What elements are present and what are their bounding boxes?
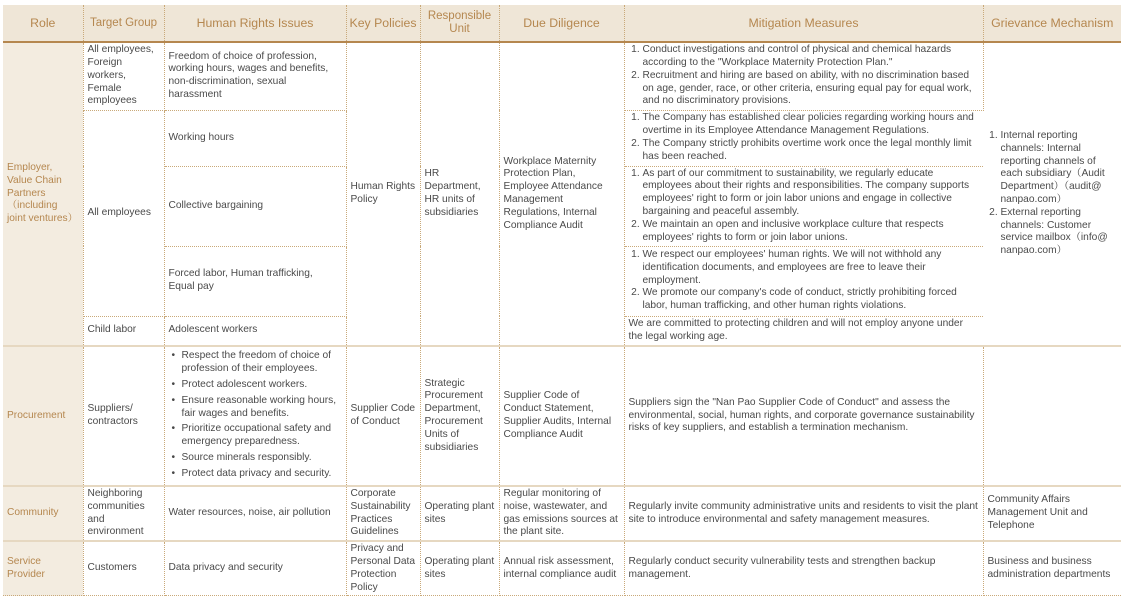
- unit-cell: Operating plant sites: [420, 541, 499, 596]
- issue-cell: [164, 346, 346, 486]
- mitigation-list: [629, 112, 980, 163]
- mitigation-item: 2. We maintain an open and inclusive workplace culture that respects employees' rights to form or join labor unions.: [643, 219, 980, 245]
- mitigation-cell: We are committed to protecting children and will not employ anyone under the legal working age.: [624, 316, 983, 346]
- target-group-cell: Customers: [83, 541, 164, 596]
- grievance-cell: [983, 346, 1121, 486]
- human-rights-table-container: [3, 5, 1121, 596]
- header-mitigation-measures: Mitigation Measures: [624, 5, 983, 42]
- target-group-cell: Child labor: [83, 316, 164, 346]
- mitigation-list: [629, 249, 980, 313]
- mitigation-item: 1. The Company has established clear policies regarding working hours and overtime in its Employee Attendance Management Regulations.: [643, 112, 980, 138]
- policy-cell: Supplier Code of Conduct: [346, 346, 420, 486]
- table-row: [3, 42, 1121, 110]
- header-grievance-mechanism: Grievance Mechanism: [983, 5, 1121, 42]
- grievance-item: 1. Internal reporting channels: Internal reporting channels of each subsidiary（Audit Department）（audit@ nanpao.com）: [1001, 130, 1118, 207]
- grievance-cell: Community Affairs Management Unit and Telephone: [983, 486, 1121, 541]
- issue-cell: Forced labor, Human trafficking, Equal pay: [164, 246, 346, 316]
- table-row: [3, 541, 1121, 596]
- target-group-cell: All employees, Foreign workers, Female employees: [83, 42, 164, 110]
- policy-cell: Human Rights Policy: [346, 42, 420, 346]
- due-diligence-cell: Supplier Code of Conduct Statement, Supplier Audits, Internal Compliance Audit: [499, 346, 624, 486]
- due-diligence-cell: Regular monitoring of noise, wastewater, and gas emissions sources at the plant site.: [499, 486, 624, 541]
- policy-cell: Privacy and Personal Data Protection Policy: [346, 541, 420, 596]
- role-community: Community: [3, 486, 83, 541]
- issue-cell: Water resources, noise, air pollution: [164, 486, 346, 541]
- mitigation-cell: [624, 246, 983, 316]
- target-group-cell: Neighboring communities and environment: [83, 486, 164, 541]
- mitigation-item: 1. We respect our employees' human rights. We will not withhold any identification documents, and employees are free to leave their employment.: [643, 249, 980, 287]
- mitigation-item: 2. Recruitment and hiring are based on ability, with no discrimination based on age, gender, race, or other criteria, ensuring equal pay for equal work, and no discriminatory provisions.: [643, 70, 979, 108]
- table-row: [3, 346, 1121, 486]
- mitigation-item: 2. The Company strictly prohibits overtime work once the legal monthly limit has been reached.: [643, 138, 980, 164]
- mitigation-cell: Regularly conduct security vulnerability tests and strengthen backup management.: [624, 541, 983, 596]
- list-item: • Source minerals responsibly.: [182, 452, 342, 465]
- issue-cell: Collective bargaining: [164, 166, 346, 246]
- policy-cell: Corporate Sustainability Practices Guidelines: [346, 486, 420, 541]
- table-row: [3, 486, 1121, 541]
- header-due-diligence: Due Diligence: [499, 5, 624, 42]
- role-employer: Employer, Value Chain Partners（including joint ventures）: [3, 42, 83, 346]
- header-key-policies: Key Policies: [346, 5, 420, 42]
- role-service-provider: Service Provider: [3, 541, 83, 596]
- mitigation-cell: Regularly invite community administrative units and residents to visit the plant site to introduce environmental and safety management measures.: [624, 486, 983, 541]
- grievance-cell: Business and business administration departments: [983, 541, 1121, 596]
- header-human-rights-issues: Human Rights Issues: [164, 5, 346, 42]
- header-responsible-unit: Responsible Unit: [420, 5, 499, 42]
- grievance-cell: [983, 42, 1121, 346]
- mitigation-cell: Suppliers sign the "Nan Pao Supplier Code of Conduct" and assess the environmental, social, human rights, and corporate governance sustainability risks of key suppliers, and establish a termination mechanism.: [624, 346, 983, 486]
- issue-cell: Adolescent workers: [164, 316, 346, 346]
- mitigation-item: 1. As part of our commitment to sustainability, we regularly educate employees about their rights and responsibilities. The company supports employees' right to form or join labor unions and engage in collective bargaining and peaceful assembly.: [643, 168, 980, 219]
- list-item: • Ensure reasonable working hours, fair wages and benefits.: [182, 395, 342, 421]
- unit-cell: HR Department, HR units of subsidiaries: [420, 42, 499, 346]
- mitigation-cell: [624, 42, 983, 110]
- mitigation-cell: [624, 110, 983, 166]
- grievance-item: 2. External reporting channels: Customer service mailbox（info@ nanpao.com）: [1001, 207, 1118, 258]
- issue-cell: Working hours: [164, 110, 346, 166]
- grievance-list: [988, 130, 1118, 258]
- header-row: [3, 5, 1121, 42]
- header-role: Role: [3, 5, 83, 42]
- due-diligence-cell: Annual risk assessment, internal compliance audit: [499, 541, 624, 596]
- unit-cell: Strategic Procurement Department, Procurement Units of subsidiaries: [420, 346, 499, 486]
- issue-cell: Data privacy and security: [164, 541, 346, 596]
- issue-cell: Freedom of choice of profession, working hours, wages and benefits, non-discrimination, sexual harassment: [164, 42, 346, 110]
- list-item: • Protect adolescent workers.: [182, 379, 342, 392]
- mitigation-item: 1. Conduct investigations and control of physical and chemical hazards according to the "Workplace Maternity Protection Plan.": [643, 44, 979, 70]
- header-target-group: Target Group: [83, 5, 164, 42]
- list-item: • Protect data privacy and security.: [182, 468, 342, 481]
- unit-cell: Operating plant sites: [420, 486, 499, 541]
- list-item: • Prioritize occupational safety and emergency preparedness.: [182, 423, 342, 449]
- role-procurement: Procurement: [3, 346, 83, 486]
- human-rights-table: [3, 5, 1121, 596]
- target-group-cell: All employees: [83, 110, 164, 316]
- issue-bullet-list: [169, 350, 342, 480]
- mitigation-cell: [624, 166, 983, 246]
- list-item: • Respect the freedom of choice of profession of their employees.: [182, 350, 342, 376]
- mitigation-list: [629, 168, 980, 245]
- target-group-cell: Suppliers/ contractors: [83, 346, 164, 486]
- mitigation-item: 2. We promote our company's code of conduct, strictly prohibiting forced labor, human trafficking, and other human rights violations.: [643, 287, 980, 313]
- due-diligence-cell: Workplace Maternity Protection Plan, Employee Attendance Management Regulations, Internal Compliance Audit: [499, 42, 624, 346]
- mitigation-list: [629, 44, 979, 108]
